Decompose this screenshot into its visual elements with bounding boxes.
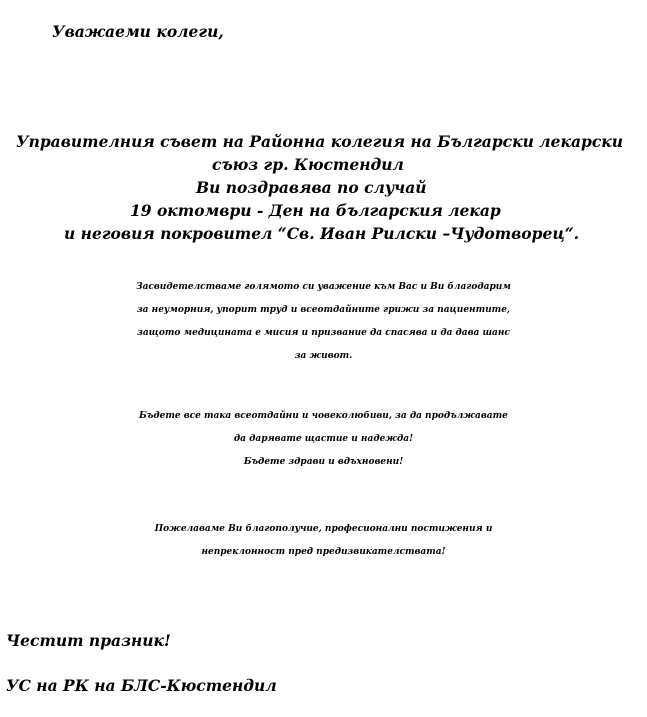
encourage-line-1: Бъдете все така всеотдайни и човеколюбиви, за да продължавате [139, 411, 508, 421]
respect-line-3: защото медицината е мисия и призвание да спасява и да дава шанс [137, 328, 510, 338]
greeting: Уважаеми колеги, [52, 22, 224, 41]
respect-line-1: Засвидетелстваме голямото си уважение към Вас и Ви благодарим [136, 282, 511, 292]
respect-line-2: за неуморния, упорит труд и всеотдайните грижи за пациентите, [136, 305, 511, 315]
wishes-line-1: Пожелаваме Ви благополучие, професионални постижения и [154, 524, 493, 534]
intro-line-1: Управителния съвет на Районна колегия на Български лекарски [16, 132, 624, 151]
encourage-line-2: да дарявате щастие и надежда! [233, 434, 414, 444]
respect-line-4: за живот. [294, 351, 353, 361]
signature-line: УС на РК на БЛС-Кюстендил [6, 676, 277, 695]
intro-line-5: и неговия покровител “Св. Иван Рилски –Чудотворец“. [64, 224, 580, 243]
wishes-line-2: непреклонност пред предизвикателствата! [201, 547, 446, 557]
intro-line-4: 19 октомври - Ден на българския лекар [130, 201, 501, 220]
intro-line-3: Ви поздравява по случай [196, 178, 427, 197]
encourage-line-3: Бъдете здрави и вдъхновени! [243, 457, 404, 467]
intro-line-2: съюз гр. Кюстендил [212, 155, 404, 174]
closing-line: Честит празник! [6, 631, 171, 650]
